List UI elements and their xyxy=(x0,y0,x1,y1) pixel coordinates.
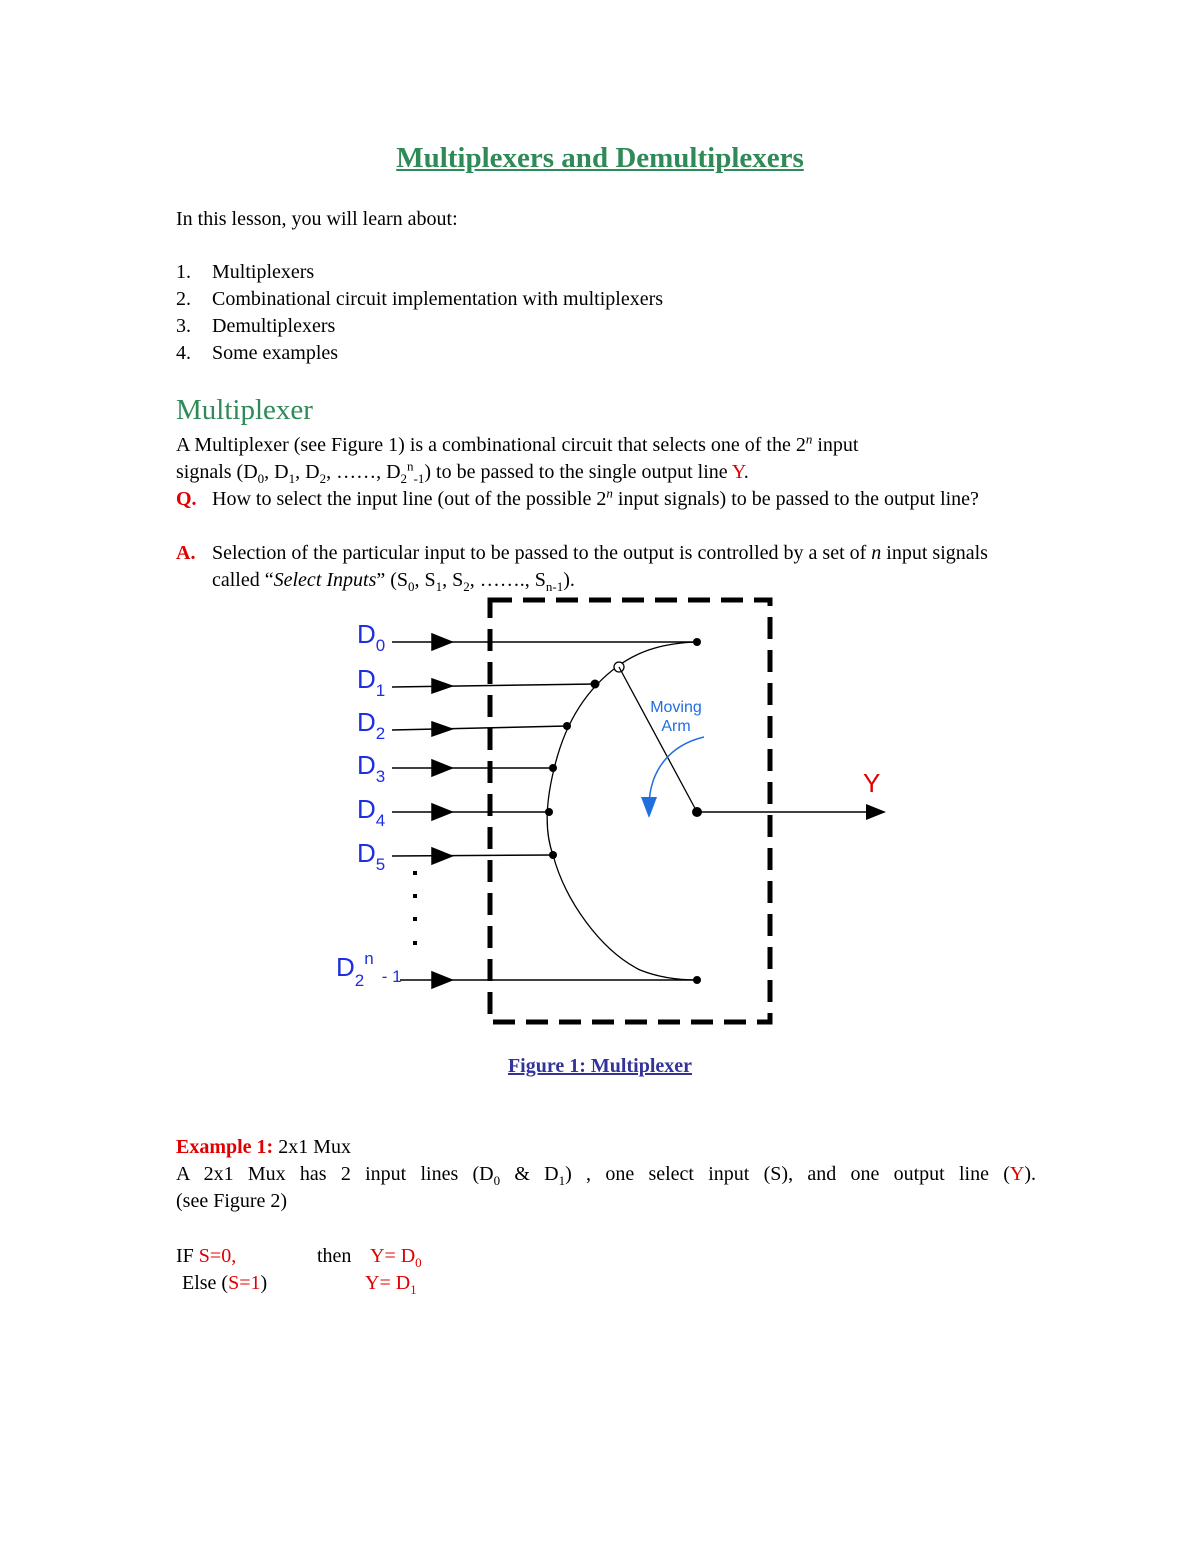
question-label: Q. xyxy=(176,488,197,510)
input-label-d4: $D_4$ xyxy=(357,794,386,830)
selector-arc xyxy=(547,642,697,980)
rotation-arrow xyxy=(649,737,704,805)
ellipsis-dots xyxy=(413,871,417,945)
question-block: Q. How to select the input line (out of the possible 2$^n$ input signals) to be passed to the output line? xyxy=(176,486,1036,513)
list-item: 2. Combinational circuit implementation with multiplexers xyxy=(176,288,664,310)
contact-points xyxy=(545,638,702,984)
output-label: Y xyxy=(863,768,881,798)
output-y: Y xyxy=(731,461,744,483)
input-labels xyxy=(336,619,402,990)
input-label-d5: $D_5$ xyxy=(357,838,386,874)
arm-label-line1: Moving xyxy=(650,699,702,716)
list-item: 3. Demultiplexers xyxy=(176,315,336,337)
input-label-d3: $D_3$ xyxy=(357,750,386,786)
example-block: Example 1: 2x1 Mux A 2x1 Mux has 2 input lines ($D_0$ & $D_1$) , one select input (S), and one output line (Y). (see Figure 2) xyxy=(176,1136,1037,1212)
input-label-d2: $D_2$ xyxy=(357,707,386,743)
intro-text: In this lesson, you will learn about: xyxy=(176,208,458,230)
list-item: 1. Multiplexers xyxy=(176,261,315,283)
mux-box xyxy=(490,600,770,1022)
answer-label: A. xyxy=(176,542,196,564)
page-title: Multiplexers and Demultiplexers xyxy=(396,142,804,174)
arm-label-line2: Arm xyxy=(661,718,691,735)
input-label-last: $D_2^n_{- 1}$ xyxy=(336,949,402,990)
if-else-block: IF S=0, then $Y= D_0$ Else (S=1) $Y= D_1$ xyxy=(176,1245,422,1297)
input-label-d0: $D_0$ xyxy=(357,619,386,655)
input-label-d1: $D_1$ xyxy=(357,664,386,700)
example-label: Example 1: xyxy=(176,1136,274,1158)
moving-arm xyxy=(619,667,697,812)
list-item: 4. Some examples xyxy=(176,342,339,364)
answer-block: A. Selection of the particular input to be passed to the output is controlled by a set of n input signals called “Select Inputs” ($S_0$, $S_1$, $S_2$, ……., $S_{n-1}$). xyxy=(176,542,988,594)
definition-paragraph: A Multiplexer (see Figure 1) is a combinational circuit that selects one of the 2$^n$ input signals ($D_0$, $D_1$, $D_2$, ……, $D_2^n_{-1}$) to be passed to the single output line Y. xyxy=(176,431,859,486)
figure-caption: Figure 1: Multiplexer xyxy=(507,1055,693,1077)
section-heading: Multiplexer xyxy=(176,394,313,426)
